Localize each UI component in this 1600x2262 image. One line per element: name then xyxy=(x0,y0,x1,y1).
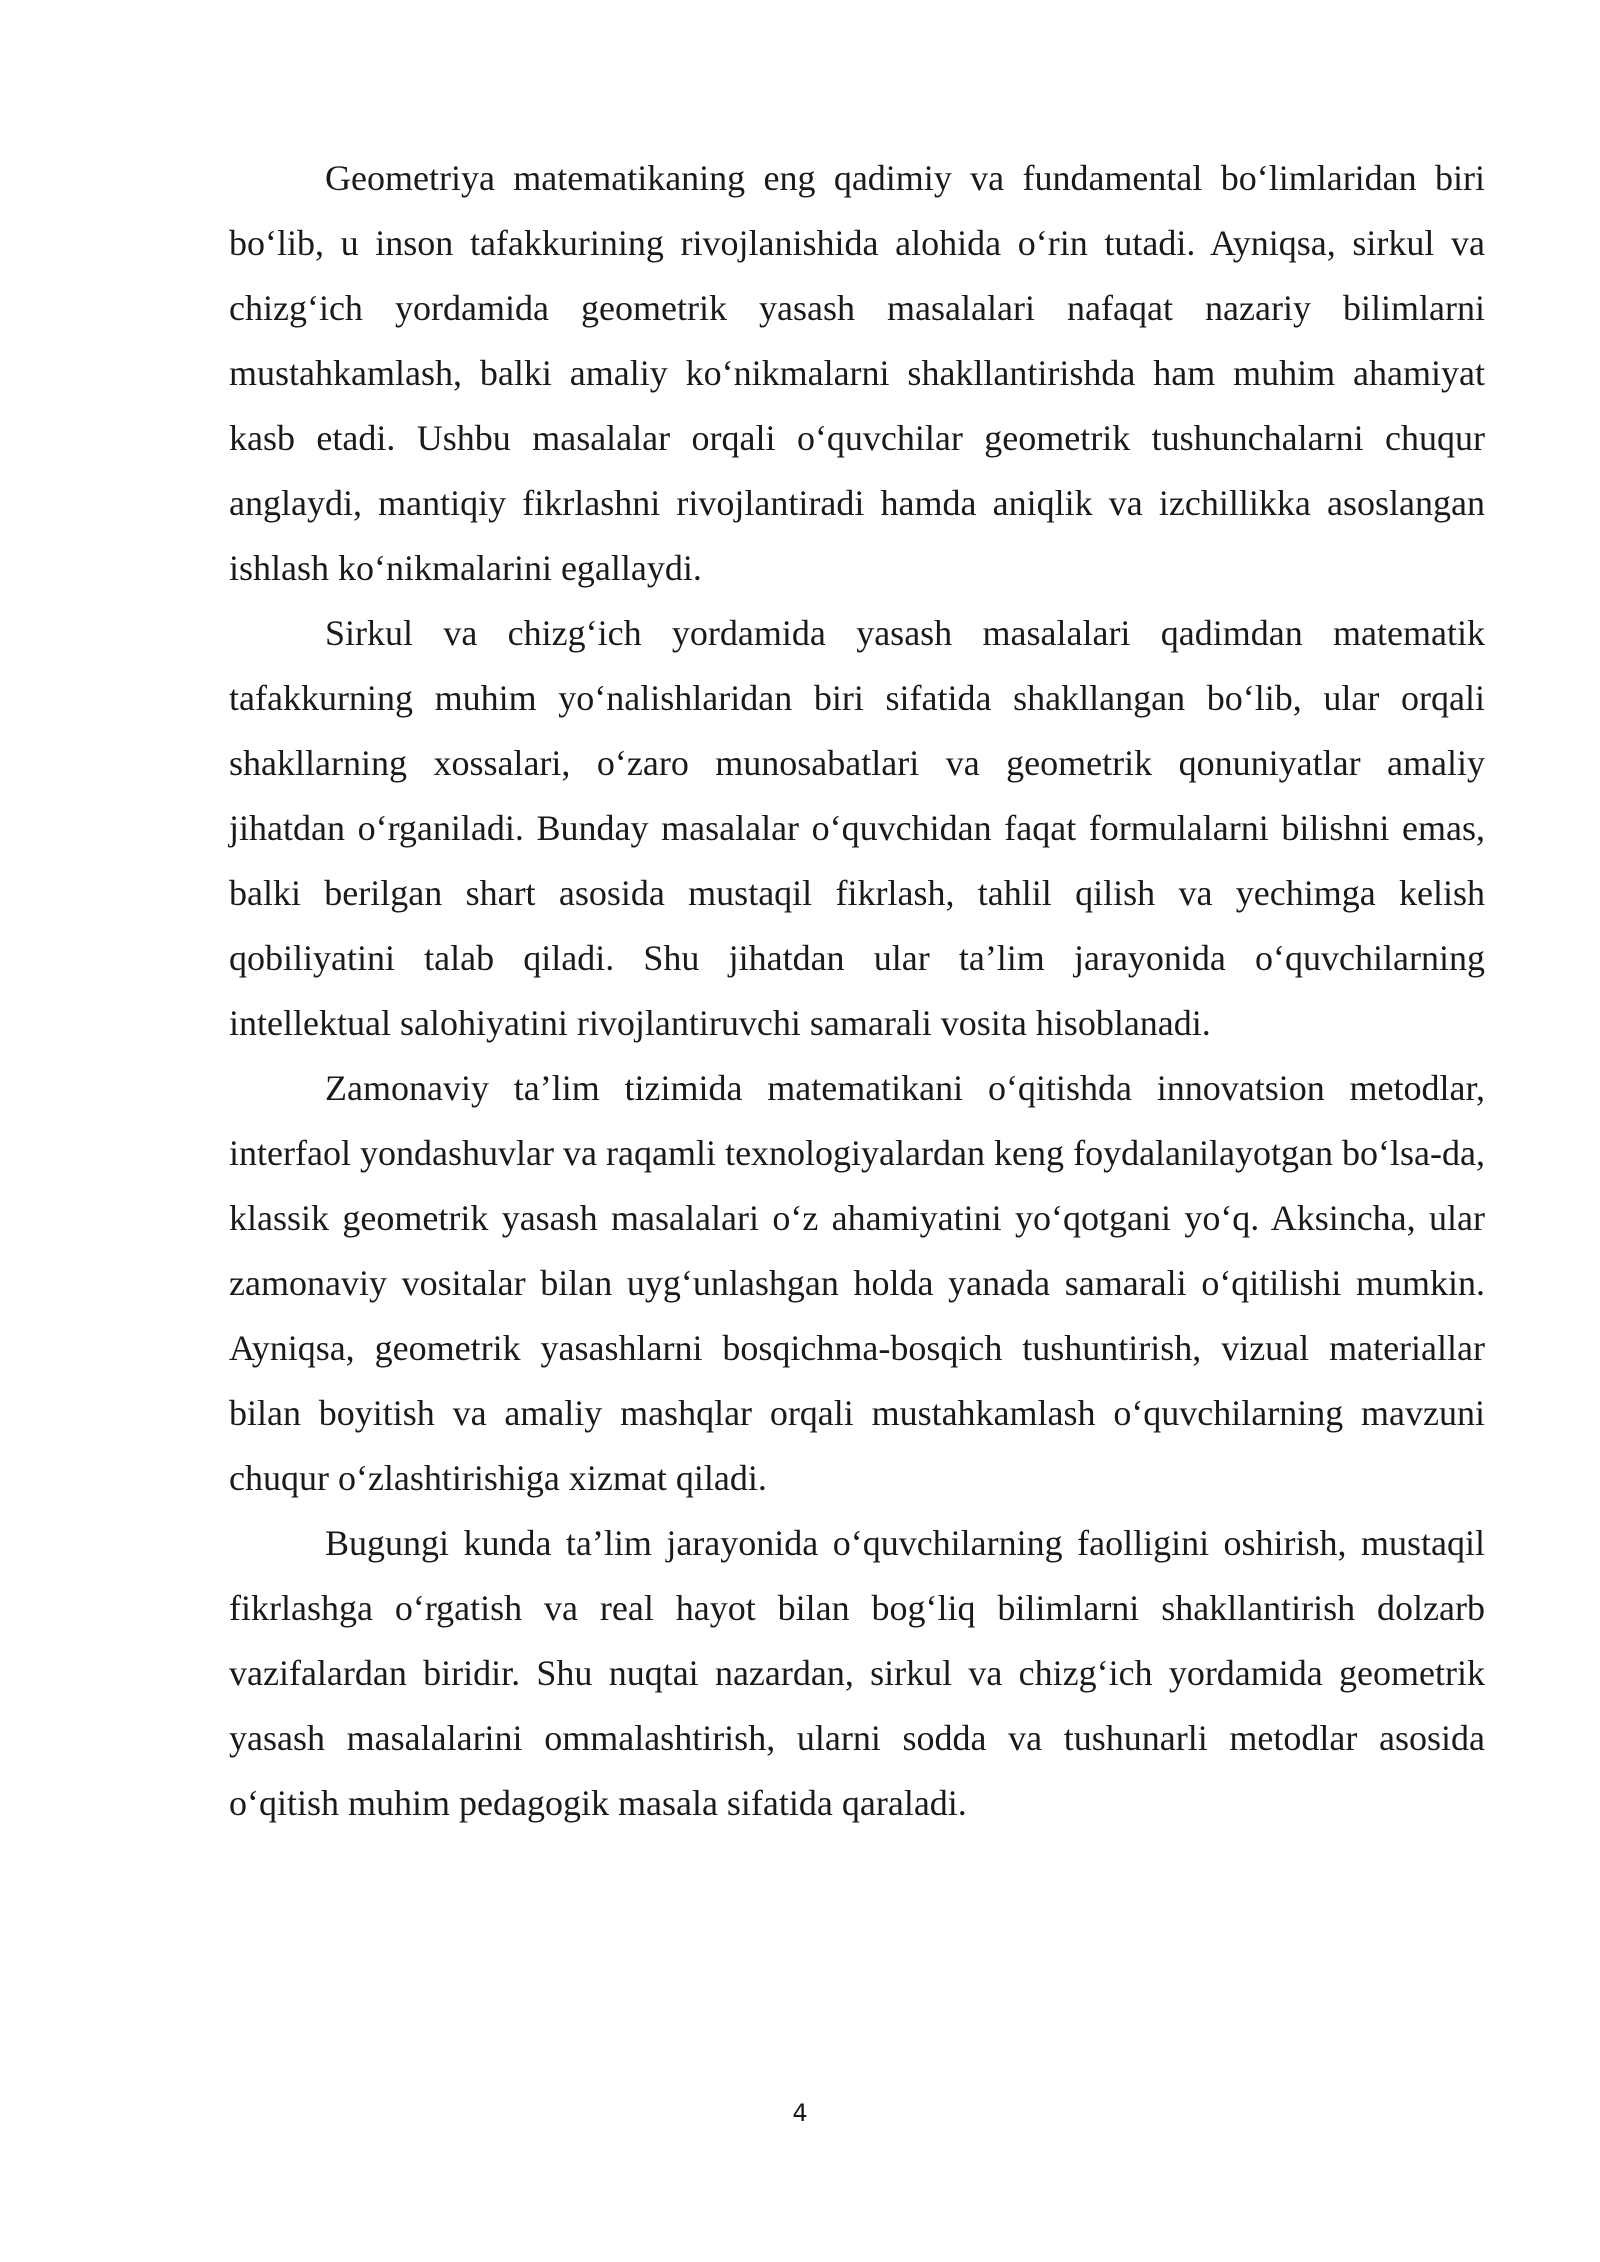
document-body xyxy=(229,146,1485,1836)
paragraph: Bugungi kunda ta’lim jarayonida o‘quvchilarning faolligini oshirish, mustaqil fikrlashga o‘rgatish va real hayot bilan bog‘liq bilimlarni shakllantirish dolzarb vazifalardan biridir. Shu nuqtai nazardan, sirkul va chizg‘ich yordamida geometrik yasash masalalarini ommalashtirish, ularni sodda va tushunarli metodlar asosida o‘qitish muhim pedagogik masala sifatida qaraladi. xyxy=(229,1523,1485,1823)
paragraph: Zamonaviy ta’lim tizimida matematikani o‘qitishda innovatsion metodlar, interfaol yondashuvlar va raqamli texnologiyalardan keng foydalanilayotgan bo‘lsa-da, klassik geometrik yasash masalalari o‘z ahamiyatini yo‘qotgani yo‘q. Aksincha, ular zamonaviy vositalar bilan uyg‘unlashgan holda yanada samarali o‘qitilishi mumkin. Ayniqsa, geometrik yasashlarni bosqichma-bosqich tushuntirish, vizual materiallar bilan boyitish va amaliy mashqlar orqali mustahkamlash o‘quvchilarning mavzuni chuqur o‘zlashtirishiga xizmat qiladi. xyxy=(229,1068,1485,1498)
paragraph: Sirkul va chizg‘ich yordamida yasash masalalari qadimdan matematik tafakkurning muhim yo‘nalishlaridan biri sifatida shakllangan bo‘lib, ular orqali shakllarning xossalari, o‘zaro munosabatlari va geometrik qonuniyatlar amaliy jihatdan o‘rganiladi. Bunday masalalar o‘quvchidan faqat formulalarni bilishni emas, balki berilgan shart asosida mustaqil fikrlash, tahlil qilish va yechimga kelish qobiliyatini talab qiladi. Shu jihatdan ular ta’lim jarayonida o‘quvchilarning intellektual salohiyatini rivojlantiruvchi samarali vosita hisoblanadi. xyxy=(229,613,1485,1043)
paragraph: Geometriya matematikaning eng qadimiy va fundamental bo‘limlaridan biri bo‘lib, u inson tafakkurining rivojlanishida alohida o‘rin tutadi. Ayniqsa, sirkul va chizg‘ich yordamida geometrik yasash masalalari nafaqat nazariy bilimlarni mustahkamlash, balki amaliy ko‘nikmalarni shakllantirishda ham muhim ahamiyat kasb etadi. Ushbu masalalar orqali o‘quvchilar geometrik tushunchalarni chuqur anglaydi, mantiqiy fikrlashni rivojlantiradi hamda aniqlik va izchillikka asoslangan ishlash ko‘nikmalarini egallaydi. xyxy=(229,158,1485,588)
page-number: 4 xyxy=(792,2099,808,2127)
